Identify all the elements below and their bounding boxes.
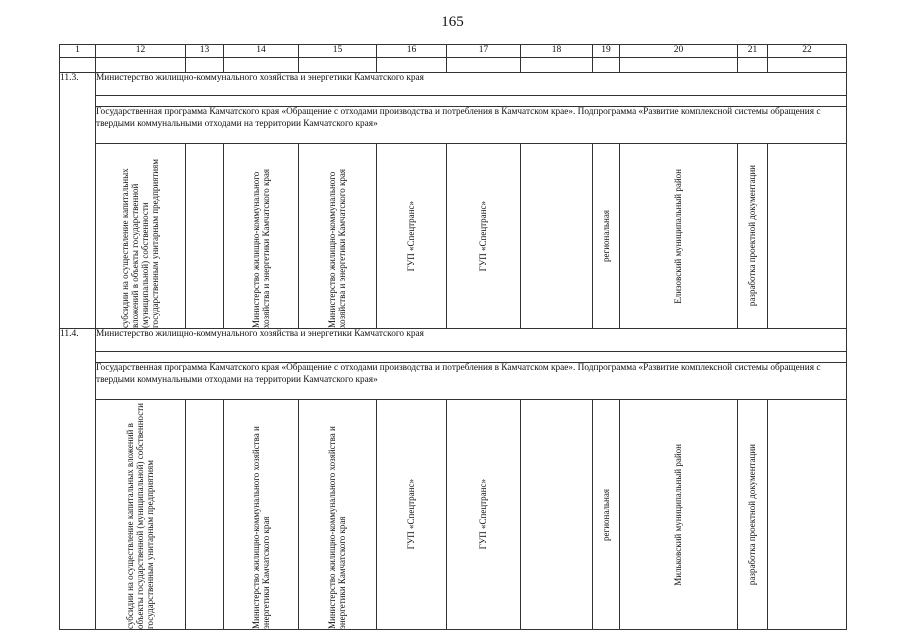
table-row bbox=[60, 144, 847, 329]
ministry-line: Министерство жилищно-коммунального хозяйства и энергетики Камчатского края bbox=[96, 73, 847, 96]
cell-c16: ГУП «Спецтранс» bbox=[377, 400, 447, 630]
col-header: 15 bbox=[299, 45, 377, 58]
table-row bbox=[60, 96, 847, 107]
cell-c13 bbox=[186, 400, 224, 630]
col-header: 19 bbox=[593, 45, 620, 58]
blank-line bbox=[96, 96, 847, 107]
cell-c16: ГУП «Спецтранс» bbox=[377, 144, 447, 329]
col-header: 18 bbox=[521, 45, 593, 58]
table-row bbox=[60, 107, 847, 144]
cell-c17: ГУП «Спецтранс» bbox=[447, 400, 521, 630]
col-header: 21 bbox=[738, 45, 768, 58]
cell-c22 bbox=[768, 144, 847, 329]
cell-c12: субсидии на осуществление капитальных вложений в объекты государственной (муниципальной) собственности государственным унитарным предприятиям bbox=[96, 400, 186, 630]
table-row bbox=[60, 352, 847, 363]
cell-c18 bbox=[521, 400, 593, 630]
ministry-line: Министерство жилищно-коммунального хозяйства и энергетики Камчатского края bbox=[96, 329, 847, 352]
col-header: 16 bbox=[377, 45, 447, 58]
col-header: 13 bbox=[186, 45, 224, 58]
col-header: 17 bbox=[447, 45, 521, 58]
cell-c15: Министерство жилищно-коммунального хозяйства и энергетики Камчатского края bbox=[299, 400, 377, 630]
cell-c19: региональная bbox=[593, 144, 620, 329]
cell-c12: субсидии на осуществление капитальных вложений в объекты государственной (муниципальной) собственности государственным унитарным предприятиям bbox=[96, 144, 186, 329]
program-line: Государственная программа Камчатского края «Обращение с отходами производства и потребления в Камчатском крае». Подпрограмма «Развитие комплексной системы обращения с твердыми коммунальными отходами на территории Камчатского края» bbox=[96, 363, 847, 400]
data-table bbox=[59, 44, 847, 630]
cell-c15: Министерство жилищно-коммунального хозяйства и энергетики Камчатского края bbox=[299, 144, 377, 329]
header-row bbox=[60, 45, 847, 58]
col-header: 14 bbox=[224, 45, 299, 58]
cell-c20: Елизовский муниципальный район bbox=[620, 144, 738, 329]
table-row bbox=[60, 363, 847, 400]
cell-c18 bbox=[521, 144, 593, 329]
row-number: 11.3. bbox=[60, 73, 96, 329]
cell-c17: ГУП «Спецтранс» bbox=[447, 144, 521, 329]
col-header: 22 bbox=[768, 45, 847, 58]
program-line: Государственная программа Камчатского края «Обращение с отходами производства и потребления в Камчатском крае». Подпрограмма «Развитие комплексной системы обращения с твердыми коммунальными отходами на территории Камчатского края» bbox=[96, 107, 847, 144]
cell-c19: региональная bbox=[593, 400, 620, 630]
col-header: 1 bbox=[60, 45, 96, 58]
row-number: 11.4. bbox=[60, 329, 96, 630]
table-row bbox=[60, 73, 847, 96]
table-row bbox=[60, 329, 847, 352]
blank-line bbox=[96, 352, 847, 363]
spacer-row bbox=[60, 58, 847, 73]
page-number: 165 bbox=[441, 14, 464, 30]
cell-c14: Министерство жилищно-коммунального хозяйства и энергетики Камчатского края bbox=[224, 400, 299, 630]
cell-c21: разработка проектной документации bbox=[738, 144, 768, 329]
table-row bbox=[60, 400, 847, 630]
col-header: 20 bbox=[620, 45, 738, 58]
cell-c22 bbox=[768, 400, 847, 630]
cell-c20: Мильковский муниципальный район bbox=[620, 400, 738, 630]
cell-c14: Министерство жилищно-коммунального хозяйства и энергетики Камчатского края bbox=[224, 144, 299, 329]
col-header: 12 bbox=[96, 45, 186, 58]
cell-c21: разработка проектной документации bbox=[738, 400, 768, 630]
cell-c13 bbox=[186, 144, 224, 329]
